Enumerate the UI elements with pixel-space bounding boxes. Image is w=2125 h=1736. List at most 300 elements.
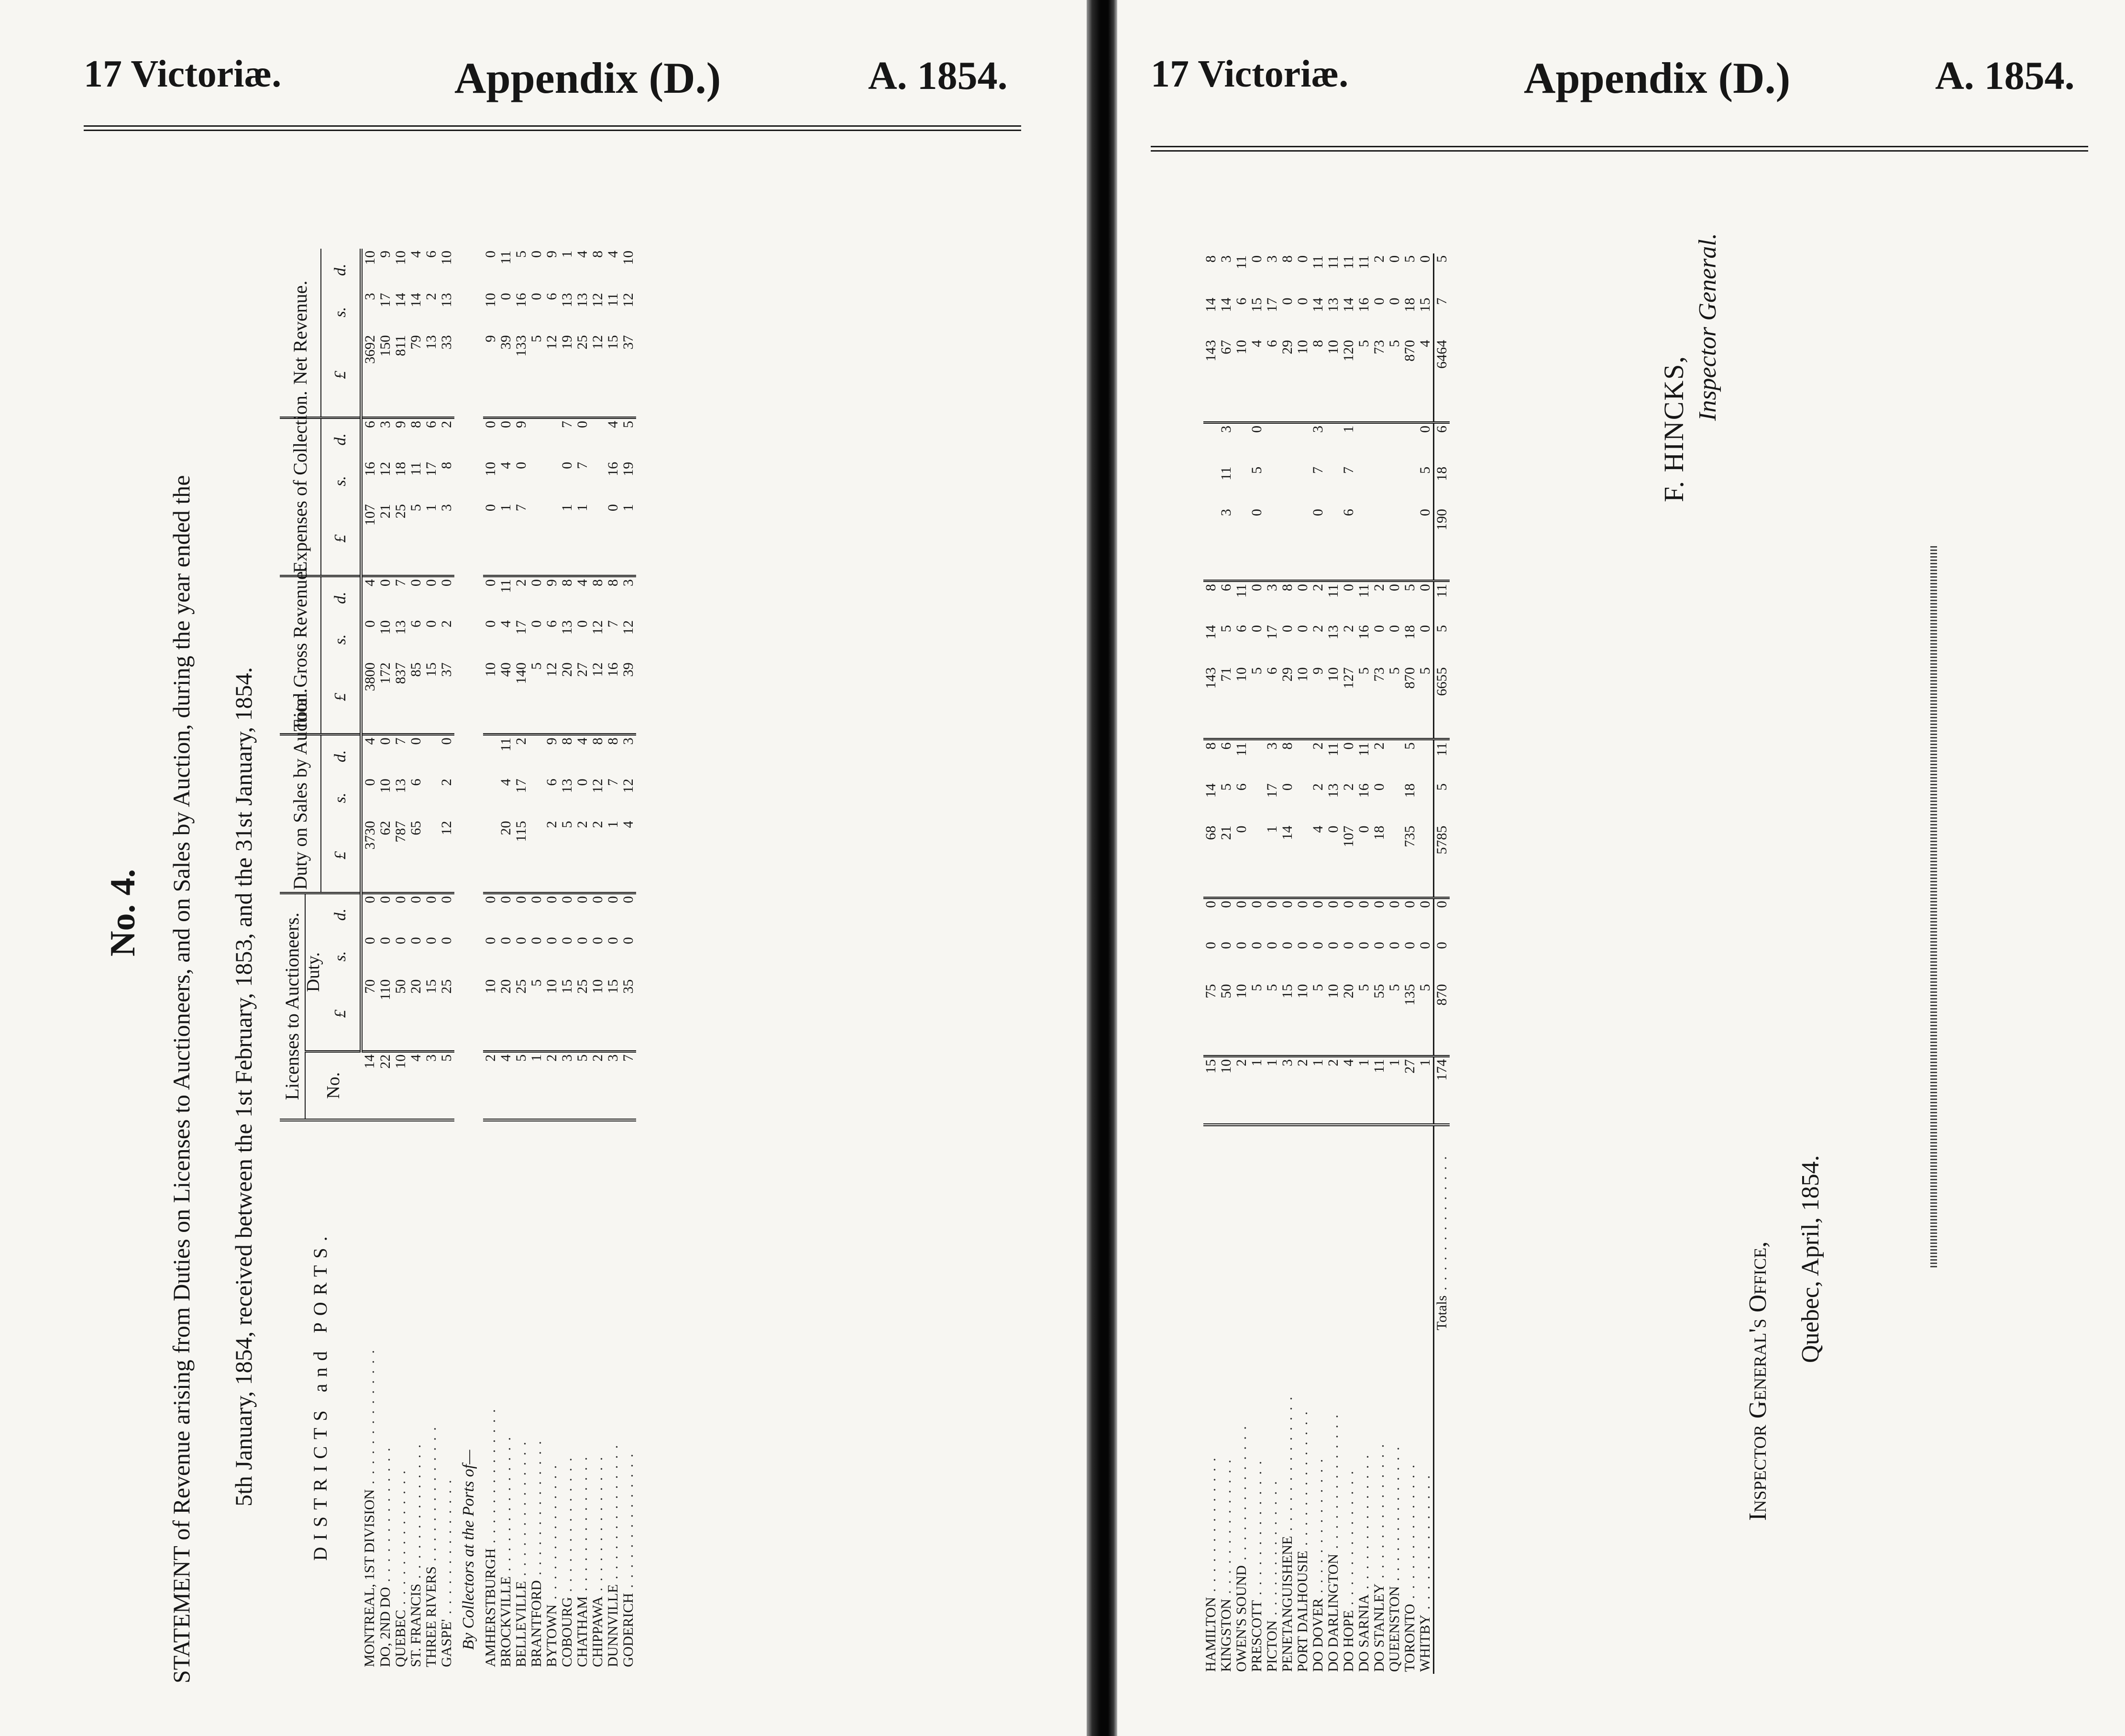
cell-sale-d: 2 [514, 735, 529, 777]
cell-sale-l: 18 [1371, 825, 1387, 840]
cell-no: 7 [621, 1051, 636, 1120]
cell-exp-s [1387, 465, 1402, 507]
cell-gross-d: 3 [621, 576, 636, 618]
cell-gross-d: 9 [544, 576, 560, 618]
cell-exp-d: 6 [1434, 422, 1450, 464]
running-head-center: Appendix (D.) [1524, 54, 1791, 102]
cell-gross-s: 2 [1341, 625, 1356, 632]
cell-sale-l: 14 [1279, 825, 1295, 840]
cell-gross-l: 143 [1203, 667, 1219, 689]
cell-net-d: 0 [1387, 255, 1402, 263]
table-row [544, 249, 560, 1669]
cell-gross-l: 6655 [1434, 667, 1450, 696]
cell-gross-d: 11 [498, 576, 514, 618]
cell-gross-l: 6 [1264, 667, 1280, 675]
cell-lic-s: 0 [590, 937, 606, 945]
leader-dots: . . . . . . . . . . . . . . [528, 1439, 544, 1581]
cell-net-d: 8 [1279, 255, 1295, 263]
cell-sale-l [1387, 824, 1402, 898]
cell-sale-d: 11 [1326, 739, 1341, 781]
cell-gross-d: 11 [1434, 581, 1450, 623]
cell-net-s: 16 [1356, 297, 1372, 312]
cell-net-d: 0 [483, 251, 498, 258]
cell-exp-s [1203, 465, 1219, 507]
table-row [1372, 253, 1387, 1674]
cell-gross-l: 20 [559, 662, 575, 677]
cell-sale-l [483, 819, 498, 893]
cell-sale-d: 4 [361, 735, 378, 777]
cell-exp-s: 5 [1417, 466, 1433, 474]
running-head-right: A. 1854. [1935, 54, 2075, 98]
cell-exp-d: 3 [1219, 422, 1234, 464]
cell-exp-d [590, 418, 606, 460]
cell-lic-s: 0 [1295, 942, 1310, 949]
cell-lic-d: 0 [1234, 898, 1249, 940]
cell-gross-d: 0 [408, 576, 424, 618]
cell-net-d: 11 [498, 251, 514, 264]
cell-exp-l: 7 [513, 504, 529, 512]
cell-sale-d: 8 [606, 735, 621, 777]
cell-sale-d: 0 [408, 735, 424, 777]
cell-lic-s: 0 [377, 937, 393, 945]
cell-gross-d: 0 [1249, 581, 1265, 623]
cell-net-d: 11 [1310, 255, 1326, 269]
cell-net-s: 13 [574, 293, 590, 308]
district-name: PRESCOTT [1249, 1600, 1265, 1672]
cell-no: 5 [439, 1051, 454, 1120]
cell-sale-d: 2 [1372, 739, 1387, 781]
table-row [529, 249, 544, 1669]
cell-exp-s: 16 [362, 461, 378, 476]
cell-lic-s: 0 [605, 937, 621, 945]
cell-gross-d: 4 [361, 576, 378, 618]
table-body-group2 [483, 249, 636, 1669]
cell-gross-l: 10 [1295, 667, 1310, 682]
cell-net-s: 6 [544, 293, 560, 300]
cell-no: 174 [1434, 1056, 1450, 1125]
unit-shilling: s. [321, 291, 361, 333]
cell-net-d: 6 [423, 251, 439, 258]
cell-net-s: 12 [590, 293, 606, 308]
statement-table-left [280, 249, 636, 1669]
cell-sale-d [1418, 739, 1434, 781]
cell-net-l: 120 [1341, 340, 1356, 362]
cell-gross-l: 73 [1371, 667, 1387, 682]
cell-net-l: 5 [1387, 340, 1402, 347]
cell-lic-s: 0 [1325, 942, 1341, 949]
cell-exp-d [1280, 422, 1295, 464]
leader-dots: . . . . . . . . . . . . . . [361, 1349, 377, 1490]
cell-gross-l: 27 [574, 662, 590, 677]
cell-sale-s: 16 [1356, 783, 1372, 798]
district-name: DO SARNIA [1356, 1594, 1372, 1672]
cell-net-l: 143 [1203, 340, 1219, 362]
header-licenses: Licenses to Auctioneers. [280, 893, 305, 1120]
cell-lic-s: 0 [408, 937, 424, 945]
cell-exp-s: 4 [498, 461, 514, 469]
cell-exp-d: 9 [393, 418, 408, 460]
leader-dots: . . . . . . . . . . . . . . [1279, 1395, 1295, 1536]
totals-row [1434, 253, 1450, 1674]
cell-lic-l: 5 [1249, 984, 1265, 991]
cell-exp-d [1387, 422, 1402, 464]
cell-sale-s: 14 [1203, 783, 1219, 798]
table-row [1295, 253, 1310, 1674]
cell-exp-s [1372, 465, 1387, 507]
cell-gross-s: 2 [439, 620, 454, 627]
cell-exp-l: 25 [393, 504, 408, 519]
cell-sale-s: 12 [590, 779, 606, 793]
leader-dots: . . . . . . . . . . . . . . [1356, 1453, 1372, 1594]
leader-dots: . . . . . . . . . . . . . . [605, 1443, 621, 1584]
cell-gross-l: 12 [544, 662, 560, 677]
cell-net-s: 14 [1341, 297, 1356, 312]
cell-exp-l [1387, 507, 1402, 581]
cell-gross-s: 14 [1203, 625, 1219, 639]
cell-sale-s [1249, 781, 1265, 824]
leader-dots: . . . . . . . . . . . . . . [1203, 1456, 1219, 1597]
cell-sale-l: 0 [1356, 825, 1372, 833]
cell-gross-s: 13 [559, 620, 575, 635]
cell-sale-s: 17 [1264, 783, 1280, 798]
header-districts: DISTRICTS and PORTS. [280, 1120, 361, 1669]
cell-net-s: 13 [1325, 297, 1341, 312]
cell-net-l: 10 [1295, 340, 1310, 354]
cell-exp-s [1265, 465, 1280, 507]
leader-dots: . . . . . . . . . . . . . . [1387, 1445, 1402, 1586]
cell-exp-l [529, 502, 544, 576]
cell-exp-s [1326, 465, 1341, 507]
cell-lic-d: 0 [1326, 898, 1341, 940]
cell-lic-l: 5 [1356, 984, 1372, 991]
cell-net-l: 4 [1417, 340, 1433, 347]
cell-gross-l: 37 [439, 662, 454, 677]
running-head-center: Appendix (D.) [454, 54, 721, 102]
leader-dots: . . . . . . . . . . . . . . [439, 1478, 454, 1619]
cell-exp-d [544, 418, 560, 460]
cell-sale-l: 5785 [1434, 825, 1450, 855]
cell-net-s: 17 [1264, 297, 1280, 312]
cell-no: 10 [393, 1051, 408, 1120]
cell-lic-l: 5 [1264, 984, 1280, 991]
cell-exp-l: 0 [483, 504, 498, 512]
cell-net-l: 79 [408, 335, 424, 350]
district-name: Totals [1434, 1295, 1450, 1330]
table-row [514, 249, 529, 1669]
header-expenses: Expenses of Collection. [280, 418, 321, 576]
cell-exp-d [1326, 422, 1341, 464]
cell-sale-l: 62 [377, 821, 393, 835]
cell-lic-l: 5 [1387, 984, 1402, 991]
table-row [378, 249, 393, 1669]
cell-lic-d: 0 [1434, 898, 1450, 940]
district-name: BROCKVILLE [498, 1576, 514, 1667]
cell-exp-d: 8 [408, 418, 424, 460]
cell-gross-d: 0 [1418, 581, 1434, 623]
table-row [424, 249, 439, 1669]
cell-lic-d: 0 [514, 893, 529, 935]
cell-gross-l: 12 [590, 662, 606, 677]
cell-net-s: 14 [408, 293, 424, 308]
cell-gross-d: 7 [393, 576, 408, 618]
cell-exp-s: 10 [483, 461, 498, 476]
cell-gross-d: 8 [606, 576, 621, 618]
cell-net-s: 6 [1233, 297, 1249, 305]
cell-gross-d: 8 [590, 576, 606, 618]
cell-net-d: 0 [528, 251, 544, 258]
cell-gross-d: 8 [1203, 581, 1219, 623]
cell-exp-l: 1 [620, 504, 636, 512]
cell-gross-l: 40 [498, 662, 514, 677]
cell-sale-d: 9 [544, 735, 560, 777]
district-name: PENETANGUISHENE [1279, 1536, 1295, 1672]
district-name: HAMILTON [1203, 1597, 1219, 1672]
cell-gross-s: 0 [423, 620, 439, 627]
cell-gross-l: 10 [1325, 667, 1341, 682]
cell-lic-l: 110 [377, 979, 393, 1000]
cell-gross-d: 8 [560, 576, 575, 618]
cell-exp-s: 18 [1434, 466, 1450, 481]
cell-lic-s: 0 [513, 937, 529, 945]
cell-exp-l [544, 502, 560, 576]
cell-gross-s: 0 [1417, 625, 1433, 632]
cell-exp-l: 21 [377, 504, 393, 519]
cell-sale-l: 3730 [362, 821, 378, 850]
cell-exp-d: 0 [498, 418, 514, 460]
cell-exp-d [1402, 422, 1418, 464]
cell-lic-l: 15 [1279, 984, 1295, 999]
cell-gross-d: 0 [483, 576, 498, 618]
cell-net-s: 0 [528, 293, 544, 300]
cell-exp-l [1356, 507, 1372, 581]
cell-lic-d: 0 [483, 893, 498, 935]
cell-sale-s [529, 777, 544, 819]
cell-exp-s: 17 [423, 461, 439, 476]
cell-gross-l: 870 [1402, 667, 1418, 689]
cell-exp-l: 1 [423, 504, 439, 512]
cell-net-s: 14 [1203, 297, 1219, 312]
cell-gross-l: 71 [1218, 667, 1234, 682]
cell-sale-d: 11 [498, 735, 514, 777]
table-row [1280, 253, 1295, 1674]
cell-gross-d: 2 [1372, 581, 1387, 623]
cell-sale-l: 65 [408, 821, 424, 835]
cell-gross-l: 127 [1341, 667, 1356, 689]
cell-net-l: 12 [590, 335, 606, 350]
cell-sale-s [1418, 781, 1434, 824]
cell-exp-d: 0 [483, 418, 498, 460]
cell-exp-l: 0 [605, 504, 621, 512]
cell-sale-s: 2 [1341, 783, 1356, 791]
cell-lic-l: 50 [393, 979, 408, 994]
cell-gross-s: 0 [1279, 625, 1295, 632]
cell-gross-s: 17 [1264, 625, 1280, 639]
cell-lic-s: 0 [1203, 942, 1219, 949]
cell-sale-s: 13 [559, 779, 575, 793]
cell-lic-d: 0 [1402, 898, 1418, 940]
cell-lic-l: 5 [1417, 984, 1433, 991]
cell-net-s: 18 [1402, 297, 1418, 312]
cell-net-l: 29 [1279, 340, 1295, 354]
cell-no: 2 [1326, 1056, 1341, 1125]
cell-net-s: 17 [377, 293, 393, 308]
cell-exp-s [590, 460, 606, 502]
unit-pound: £ [321, 978, 361, 1052]
cell-net-l: 150 [377, 335, 393, 357]
cell-no: 4 [408, 1051, 424, 1120]
cell-sale-l [424, 819, 439, 893]
table-row [560, 249, 575, 1669]
cell-lic-l: 10 [544, 979, 560, 994]
cell-no: 4 [498, 1051, 514, 1120]
cell-gross-s: 13 [1325, 625, 1341, 639]
cell-gross-d: 0 [1387, 581, 1402, 623]
cell-lic-s: 0 [544, 937, 560, 945]
cell-lic-l: 870 [1434, 984, 1450, 1006]
cell-sale-s: 6 [544, 779, 560, 786]
cell-sale-d: 6 [1219, 739, 1234, 781]
cell-no: 4 [1341, 1056, 1356, 1125]
cell-lic-l: 10 [590, 979, 606, 994]
cell-lic-l: 5 [528, 979, 544, 987]
cell-no: 1 [1418, 1056, 1434, 1125]
district-name: KINGSTON [1218, 1599, 1234, 1672]
cell-sale-d: 2 [1310, 739, 1326, 781]
cell-net-l: 15 [605, 335, 621, 350]
cell-net-s: 15 [1417, 297, 1433, 312]
cell-gross-l: 39 [620, 662, 636, 677]
cell-no: 2 [544, 1051, 560, 1120]
cell-gross-d: 0 [1295, 581, 1310, 623]
district-name: GODERICH [620, 1593, 636, 1667]
cell-exp-d [1356, 422, 1372, 464]
cell-net-d: 10 [439, 251, 454, 265]
cell-net-l: 12 [544, 335, 560, 350]
cell-sale-s: 6 [1233, 783, 1249, 791]
cell-gross-s: 0 [1387, 625, 1402, 632]
cell-lic-l: 10 [1325, 984, 1341, 999]
cell-sale-d [1295, 739, 1310, 781]
table-row [1310, 253, 1326, 1674]
cell-exp-s: 0 [559, 461, 575, 469]
running-head-left: 17 Victoriæ. [84, 53, 282, 95]
district-name: DO DARLINGTON [1325, 1554, 1341, 1672]
cell-exp-l: 190 [1434, 509, 1450, 531]
leader-dots: . . . . . . . . . . . . . . [574, 1455, 590, 1596]
district-name: DO STANLEY [1371, 1583, 1387, 1672]
cell-net-s: 12 [620, 293, 636, 308]
cell-lic-s: 0 [1402, 942, 1418, 949]
table-row [483, 249, 498, 1669]
cell-gross-d: 2 [1310, 581, 1326, 623]
leader-dots: . . . . . . . . . . . . . . [377, 1446, 393, 1587]
cell-net-s: 10 [483, 293, 498, 308]
cell-no: 1 [1387, 1056, 1402, 1125]
cell-sale-l: 0 [1233, 825, 1249, 833]
cell-lic-d: 0 [1341, 898, 1356, 940]
district-name: ST. FRANCIS [408, 1583, 424, 1667]
cell-net-l: 39 [498, 335, 514, 350]
cell-net-l: 8 [1310, 340, 1326, 347]
cell-sale-l: 4 [620, 821, 636, 828]
cell-gross-l: 85 [408, 662, 424, 677]
cell-sale-s: 2 [1310, 783, 1326, 791]
cell-net-l: 13 [423, 335, 439, 350]
leader-dots: . . . . . . . . . . . . . . [1218, 1458, 1234, 1599]
cell-sale-s: 0 [362, 779, 378, 786]
leader-dots: . . . . . . . . . . . . . . [1249, 1459, 1265, 1600]
cell-exp-d [1203, 422, 1219, 464]
cell-lic-d: 0 [498, 893, 514, 935]
cell-lic-l: 10 [483, 979, 498, 994]
cell-net-d: 11 [1356, 255, 1372, 269]
district-name: COBOURG [559, 1597, 575, 1667]
district-name: DO HOPE [1341, 1610, 1356, 1672]
cell-gross-s: 0 [1249, 625, 1265, 632]
cell-lic-s: 0 [1279, 942, 1295, 949]
cell-net-l: 811 [393, 335, 408, 356]
cell-exp-l: 0 [1249, 509, 1265, 516]
table-row [498, 249, 514, 1669]
district-name: DUNNVILLE [605, 1584, 621, 1667]
cell-sale-l: 787 [393, 821, 408, 843]
cell-net-d: 1 [559, 251, 575, 258]
cell-gross-s: 4 [498, 620, 514, 627]
cell-net-d: 5 [1434, 255, 1450, 263]
cell-gross-l: 5 [1417, 667, 1433, 675]
cell-exp-d [1372, 422, 1387, 464]
cell-exp-l: 0 [1310, 509, 1326, 516]
cell-lic-s: 0 [620, 937, 636, 945]
unit-shilling: s. [321, 777, 361, 819]
cell-lic-s: 0 [498, 937, 514, 945]
cell-net-d: 0 [1295, 255, 1310, 263]
table-row [1387, 253, 1402, 1674]
cell-sale-s: 0 [574, 779, 590, 786]
table-row [408, 249, 424, 1669]
cell-lic-l: 20 [408, 979, 424, 994]
cell-exp-l [1280, 507, 1295, 581]
cell-gross-s: 12 [590, 620, 606, 635]
cell-sale-d: 11 [1356, 739, 1372, 781]
leader-dots: . . . . . . . . . . . . . . [393, 1469, 408, 1610]
cell-no: 2 [1295, 1056, 1310, 1125]
district-name: TORONTO [1402, 1604, 1418, 1672]
cell-net-s: 0 [1279, 297, 1295, 305]
cell-exp-s: 16 [605, 461, 621, 476]
cell-net-s: 13 [559, 293, 575, 308]
cell-sale-d: 11 [1434, 739, 1450, 781]
document-number: No. 4. [103, 869, 143, 956]
cell-sale-s: 5 [1218, 783, 1234, 791]
table-row [393, 249, 408, 1669]
cell-exp-l: 3 [1218, 509, 1234, 516]
cell-net-l: 6 [1264, 340, 1280, 347]
cell-lic-s: 0 [1341, 942, 1356, 949]
cell-exp-s: 8 [439, 461, 454, 469]
cell-lic-l: 15 [423, 979, 439, 994]
table-row [606, 249, 621, 1669]
cell-no: 3 [424, 1051, 439, 1120]
district-name: BYTOWN [544, 1604, 560, 1667]
cell-exp-s: 12 [377, 461, 393, 476]
cell-sale-d: 0 [1341, 739, 1356, 781]
cell-sale-l: 0 [1325, 825, 1341, 833]
unit-pence: d. [321, 249, 361, 291]
cell-net-l: 19 [559, 335, 575, 350]
table-row [1356, 253, 1372, 1674]
cell-gross-s: 17 [513, 620, 529, 635]
